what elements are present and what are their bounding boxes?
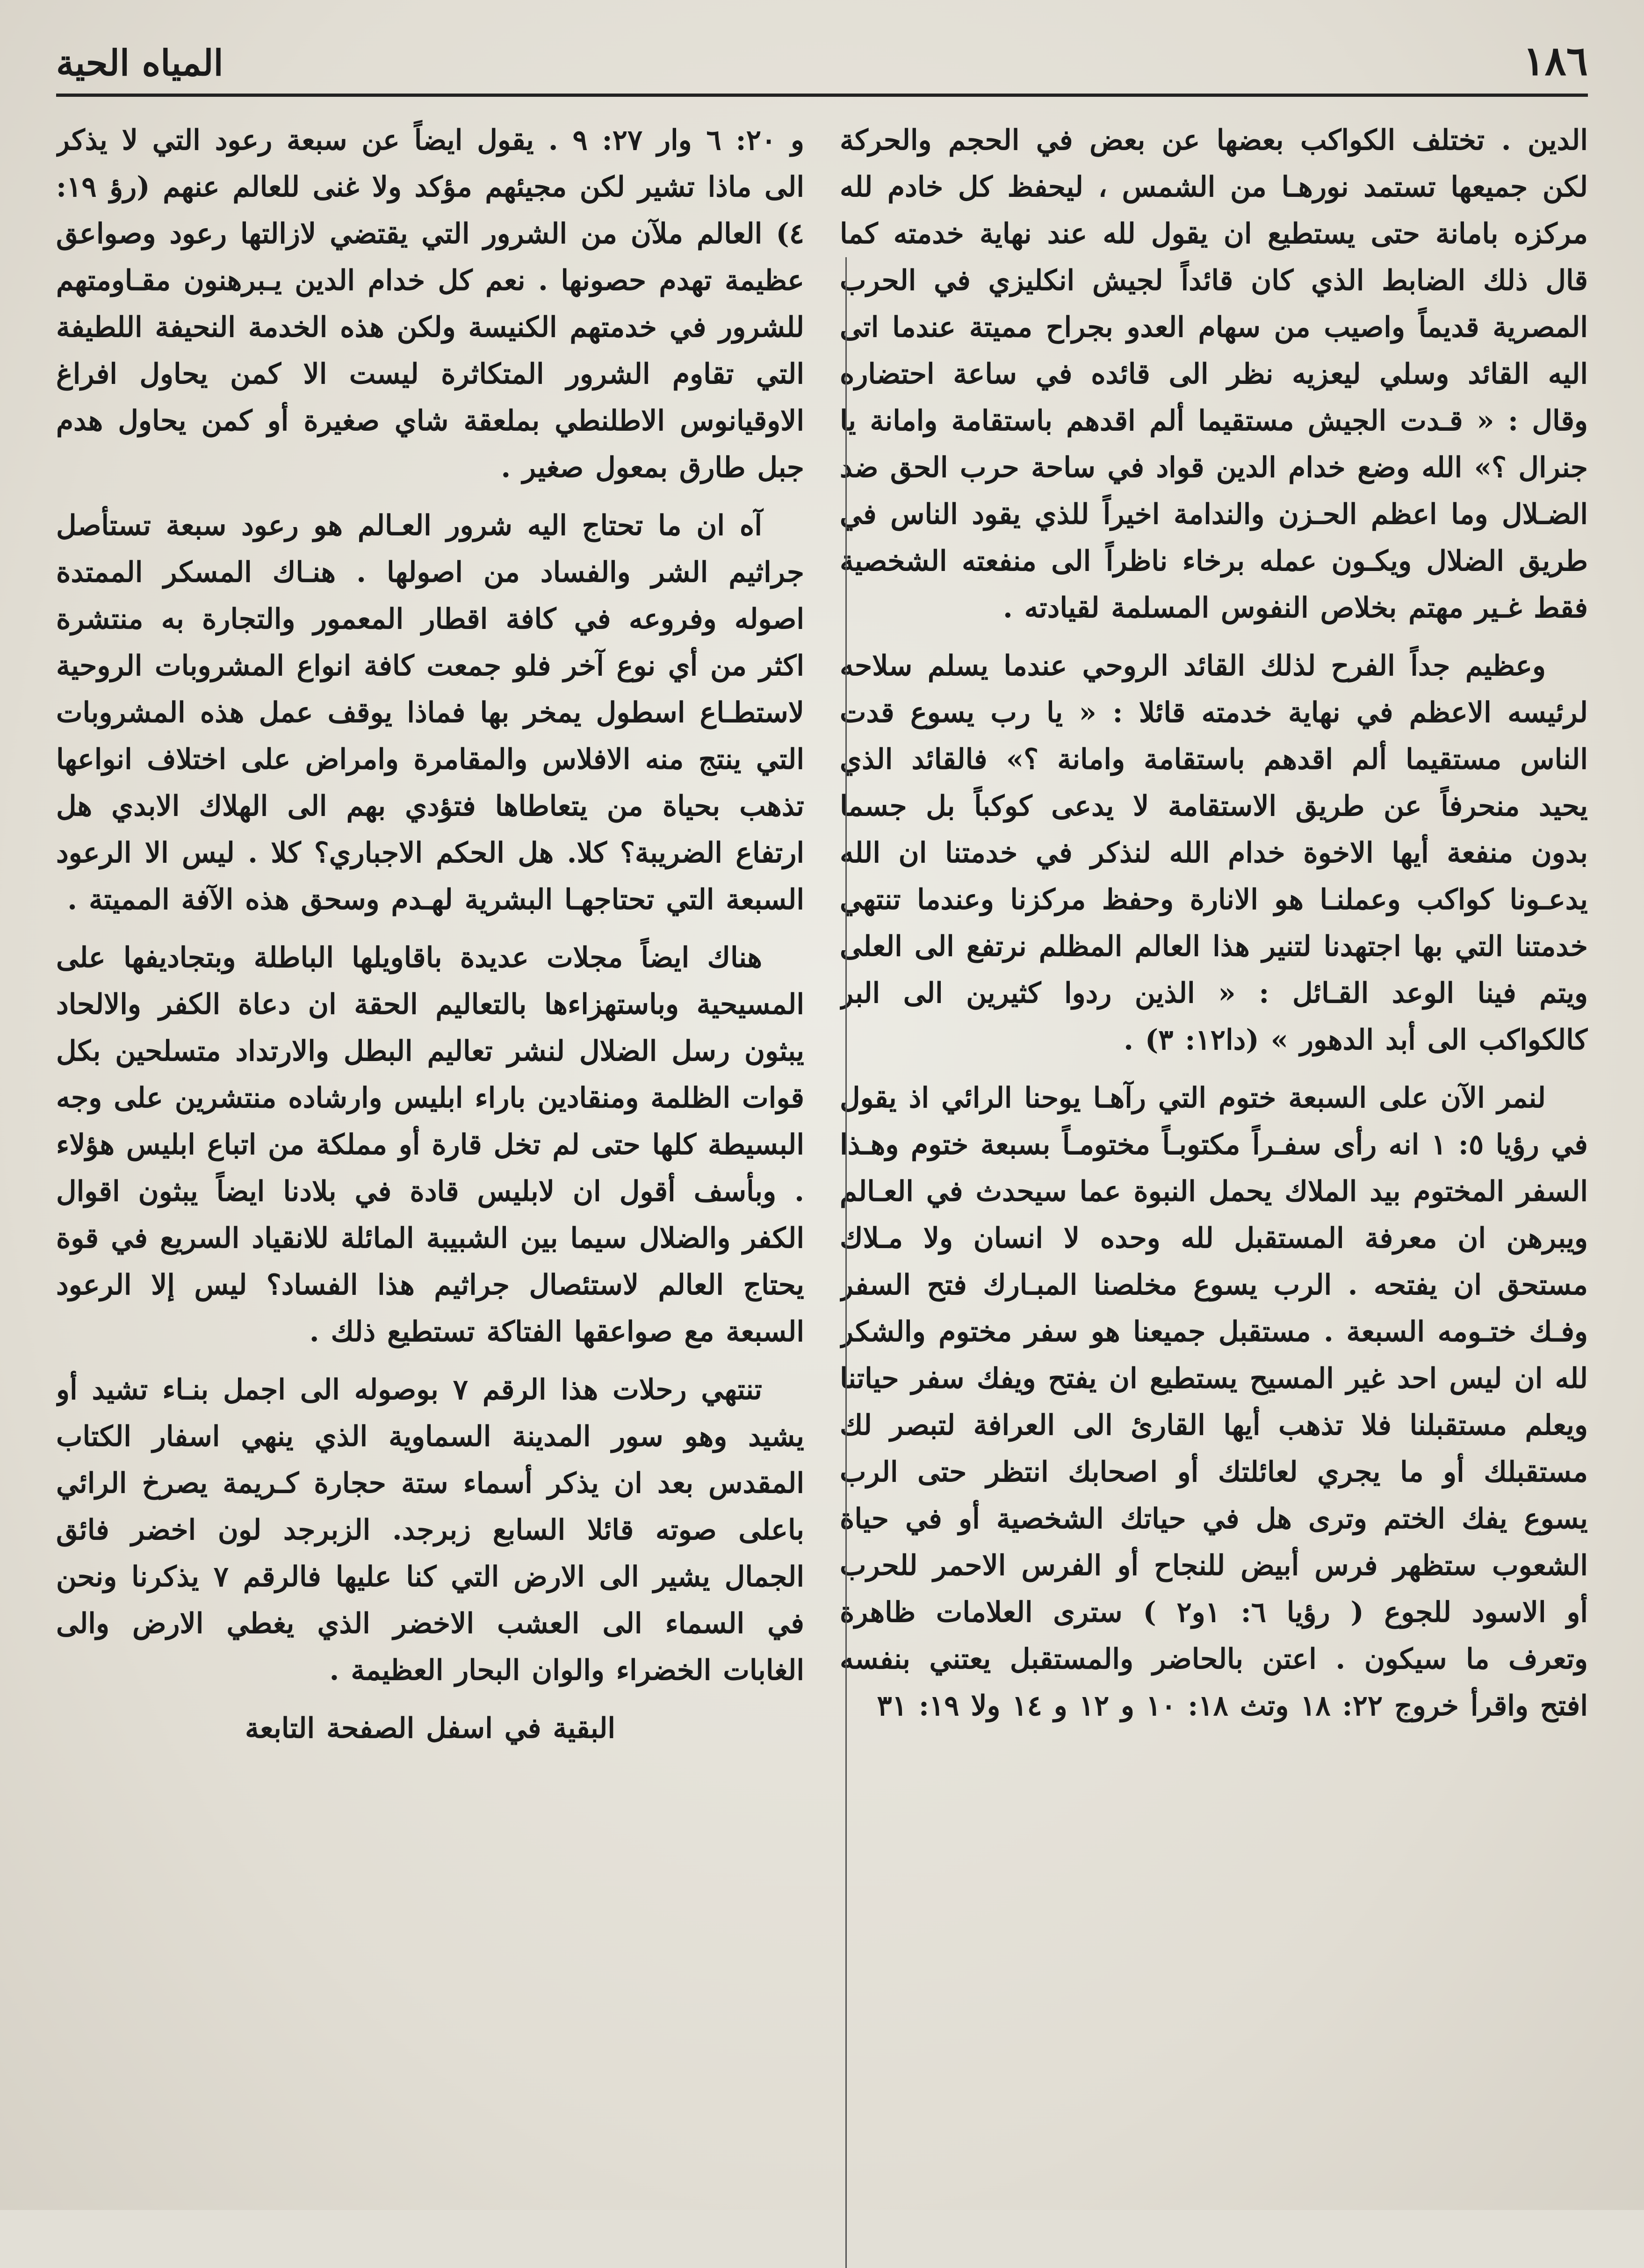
column-divider [845, 257, 847, 2268]
header-rule [56, 94, 1588, 97]
right-paragraph-1: الدين . تختلف الكواكب بعضها عن بعض في الحجم والحركة لكن جميعها تستمد نورهـا من الشمس ، ليحفظ كل خادم لله مركزه بامانة حتى يستطيع ان يقول لله عند نهاية خدمته كما قال ذلك الضابط الذي كان قائداً لجيش انكليزي في الحرب المصرية قديماً واصيب من سهام العدو بجراح مميتة عندما اتى اليه القائد وسلي ليعزيه نظر الى قائده في ساعة احتضاره وقال : « قـدت الجيش مستقيما ألم اقدهم باستقامة وامانة يا جنرال ؟» الله وضع خدام الدين قواد في ساحة حرب الحق ضد الضـلال وما اعظم الحـزن والندامة اخيراً للذي يقود الناس في طريق الضلال ويكـون عمله برخاء ناظراً الى منفعته الشخصية فقط غـير مهتم بخلاص النفوس المسلمة لقيادته . [840, 124, 1588, 624]
page-number: ١٨٦ [1523, 37, 1588, 85]
left-paragraph-4: تنتهي رحلات هذا الرقم ٧ بوصوله الى اجمل بنـاء تشيد أو يشيد وهو سور المدينة السماوية الذي ينهي اسفار الكتاب المقدس بعد ان يذكر أسماء ستة حجارة كـريمة يصرخ الرائي باعلى صوته قائلا السابع زبرجد. الزبرجد لون اخضر فائق الجمال يشير الى الارض التي كنا عليها فالرقم ٧ يذكرنا ونحن في السماء الى العشب الاخضر الذي يغطي الارض والى الغابات الخضراء والوان البحار العظيمة . [56, 1373, 804, 1687]
right-paragraph-3: لنمر الآن على السبعة ختوم التي رآهـا يوحنا الرائي اذ يقول في رؤيا ٥: ١ انه رأى سفـراً مكتوبـاً مختومـاً بسبعة ختوم وهـذا السفر المختوم بيد الملاك يحمل النبوة عما سيحدث في العـالم ويبرهن ان معرفة المستقبل لله وحده لا انسان ولا مـلاك مستحق ان يفتحه . الرب يسوع مخلصنا المبـارك فتح السفر وفـك ختـومه السبعة . مستقبل جميعنا هو سفر مختوم والشكر لله ان ليس احد غير المسيح يستطيع ان يفتح ويفك سفر حياتنا ويعلم مستقبلنا فلا تذهب أيها القارئ الى العرافة لتبصر لك مستقبلك أو ما يجري لعائلتك أو اصحابك انتظر حتى الرب يسوع يفك الختم وترى هل في حياتك الشخصية أو في حياة الشعوب ستظهر فرس أبيض للنجاح أو الفرس الاحمر للحرب أو الاسود للجوع ( رؤيا ٦: ١و٢ ) سترى العلامات ظاهرة وتعرف ما سيكون . اعتن بالحاضر والمستقبل يعتني بنفسه افتح واقرأ خروج ٢٢: ١٨ وتث ١٨: ١٠ و ١٢ و ١٤ ولا ١٩: ٣١ [840, 1082, 1588, 1722]
right-column [840, 117, 1588, 2174]
left-paragraph-1: و ٢٠: ٦ وار ٢٧: ٩ . يقول ايضاً عن سبعة رعود التي لا يذكر الى ماذا تشير لكن مجيئهم مؤكد ولا غنى للعالم عنهم (رؤ ١٩: ٤) العالم ملآن من الشرور التي يقتضي لازالتها رعود وصواعق عظيمة تهدم حصونها . نعم كل خدام الدين يـبرهنون مقـاومتهم للشرور في خدمتهم الكنيسة ولكن هذه الخدمة النحيفة اللطيفة التي تقاوم الشرور المتكاثرة ليست الا كمن يحاول افراغ الاوقيانوس الاطلنطي بملعقة شاي صغيرة أو كمن يحاول هدم جبل طارق بمعول صغير . [56, 124, 804, 484]
left-paragraph-2: آه ان ما تحتاج اليه شرور العـالم هو رعود سبعة تستأصل جراثيم الشر والفساد من اصولها . هنـاك المسكر الممتدة اصوله وفروعه في كافة اقطار المعمور والتجارة به منتشرة اكثر من أي نوع آخر فلو جمعت كافة انواع المشروبات الروحية لاستطـاع اسطول يمخر بها فماذا يوقف عمل هذه المشروبات التي ينتج منه الافلاس والمقامرة وامراض على اختلاف انواعها تذهب بحياة من يتعاطاها فتؤدي بهم الى الهلاك الابدي هل ارتفاع الضريبة؟ كلا. هل الحكم الاجباري؟ كلا . ليس الا الرعود السبعة التي تحتاجهـا البشرية لهـدم وسحق هذه الآفة المميتة . [56, 509, 804, 916]
page-header [56, 28, 1588, 98]
text-columns [56, 117, 1588, 2174]
continued-note: البقية في اسفل الصفحة التابعة [245, 1712, 616, 1745]
right-paragraph-2: وعظيم جداً الفرح لذلك القائد الروحي عندما يسلم سلاحه لرئيسه الاعظم في نهاية خدمته قائلا : « يا رب يسوع قدت الناس مستقيما ألم اقدهم باستقامة وامانة ؟» فالقائد الذي يحيد منحرفاً عن طريق الاستقامة لا يدعى كوكباً بل جسما بدون منفعة أيها الاخوة خدام الله لنذكر في خدمتنا ان الله يدعـونا كواكب وعملنـا هو الانارة وحفظ مركزنا وعندما تنتهي خدمتنا التي بها اجتهدنا لتنير هذا العالم المظلم نرتفع الى العلى ويتم فينا الوعد القـائل : « الذين ردوا كثيرين الى البر كالكواكب الى أبد الدهور » (دا١٢: ٣) . [840, 650, 1588, 1056]
left-paragraph-3: هناك ايضاً مجلات عديدة باقاويلها الباطلة وبتجاديفها على المسيحية وباستهزاءها بالتعاليم الحقة ان دعاة الكفر والالحاد يبثون رسل الضلال لنشر تعاليم البطل والارتداد متسلحين بكل قوات الظلمة ومنقادين باراء ابليس وارشاده منتشرين على وجه البسيطة كلها حتى لم تخل قارة أو مملكة من اتباع ابليس هؤلاء . وبأسف أقول ان لابليس قادة في بلادنا ايضاً يبثون اقوال الكفر والضلال سيما بين الشبيبة المائلة للانقياد السريع في قوة يحتاج العالم لاستئصال جراثيم هذا الفساد؟ ليس إلا الرعود السبعة مع صواعقها الفتاكة تستطيع ذلك . [56, 941, 804, 1348]
running-title: المياه الحية [56, 42, 224, 84]
left-column [56, 117, 804, 2174]
